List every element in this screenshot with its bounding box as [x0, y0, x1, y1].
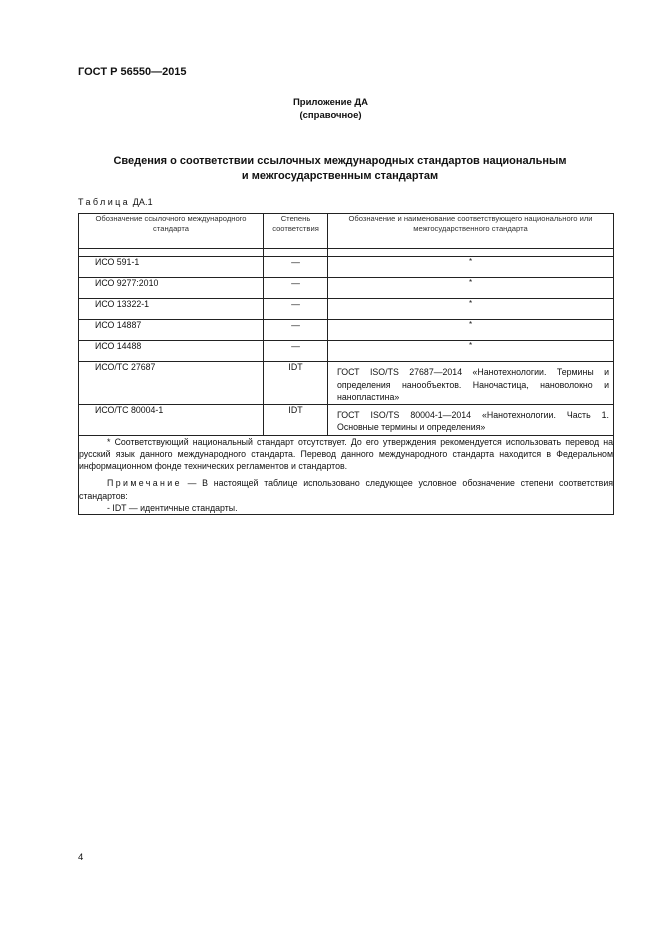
cell-degree: —	[264, 320, 328, 341]
cell-ref: ИСО 9277:2010	[79, 278, 264, 299]
cell-ref: ИСО 591-1	[79, 257, 264, 278]
table-row	[79, 320, 614, 341]
note-item: - IDT — идентичные стандарты.	[107, 502, 238, 513]
section-title	[90, 154, 590, 183]
cell-national: *	[328, 257, 614, 278]
section-title-line2: и межгосударственным стандартам	[241, 169, 439, 182]
table-notes	[79, 435, 614, 515]
page-number: 4	[78, 852, 84, 863]
cell-national: ГОСТ ISO/TS 80004-1—2014 «Нанотехнологии. Часть 1. Основные термины и определения»	[328, 404, 614, 435]
cell-ref: ИСО 14887	[79, 320, 264, 341]
cell-national: *	[328, 299, 614, 320]
table-row	[79, 299, 614, 320]
table-row	[79, 404, 614, 435]
note-text: — В настоящей таблице использовано следующее условное обозначение степени соответствия стандартов:	[79, 478, 613, 501]
cell-ref: ИСО 14488	[79, 341, 264, 362]
header-degree: Степень соответствия	[264, 214, 328, 249]
table-row	[79, 257, 614, 278]
cell-ref: ИСО 13322-1	[79, 299, 264, 320]
note-label: Примечание	[107, 478, 182, 489]
appendix-heading	[0, 96, 661, 122]
cell-degree: —	[264, 257, 328, 278]
cell-degree: —	[264, 341, 328, 362]
header-ref-standard: Обозначение ссылочного международного стандарта	[79, 214, 264, 249]
cell-ref: ИСО/ТС 27687	[79, 362, 264, 405]
cell-ref: ИСО/ТС 80004-1	[79, 404, 264, 435]
table-spacer-row	[79, 249, 614, 257]
cell-national: *	[328, 341, 614, 362]
table-row	[79, 362, 614, 405]
table-header-row	[79, 214, 614, 249]
document-code: ГОСТ Р 56550—2015	[78, 66, 187, 78]
table-row	[79, 341, 614, 362]
note-paragraph	[79, 477, 613, 502]
table-notes-row	[79, 435, 614, 515]
table-caption-id: ДА.1	[132, 197, 153, 207]
appendix-subtitle: (справочное)	[299, 110, 362, 121]
table-caption-word: Таблица	[78, 197, 131, 207]
cell-national: *	[328, 320, 614, 341]
table-caption	[78, 197, 153, 207]
cell-degree: IDT	[264, 362, 328, 405]
table-row	[79, 278, 614, 299]
cell-national: *	[328, 278, 614, 299]
correspondence-table	[78, 213, 614, 515]
cell-degree: IDT	[264, 404, 328, 435]
footnote-text: * Соответствующий национальный стандарт отсутствует. До его утверждения рекомендуется использовать перевод на русский язык данного международного стандарта. Перевод данного международного стандарта находится в Федеральном информационном фонде технических регламентов и стандартов.	[79, 436, 613, 472]
section-title-line1: Сведения о соответствии ссылочных международных стандартов национальным	[113, 155, 567, 167]
cell-national: ГОСТ ISO/TS 27687—2014 «Нанотехнологии. Термины и определения нанообъектов. Наночастица, нановолокно и нанопластина»	[328, 362, 614, 405]
cell-degree: —	[264, 278, 328, 299]
cell-degree: —	[264, 299, 328, 320]
appendix-title: Приложение ДА	[292, 97, 369, 108]
header-national-standard: Обозначение и наименование соответствующего национального или межгосударственного стандарта	[328, 214, 614, 249]
